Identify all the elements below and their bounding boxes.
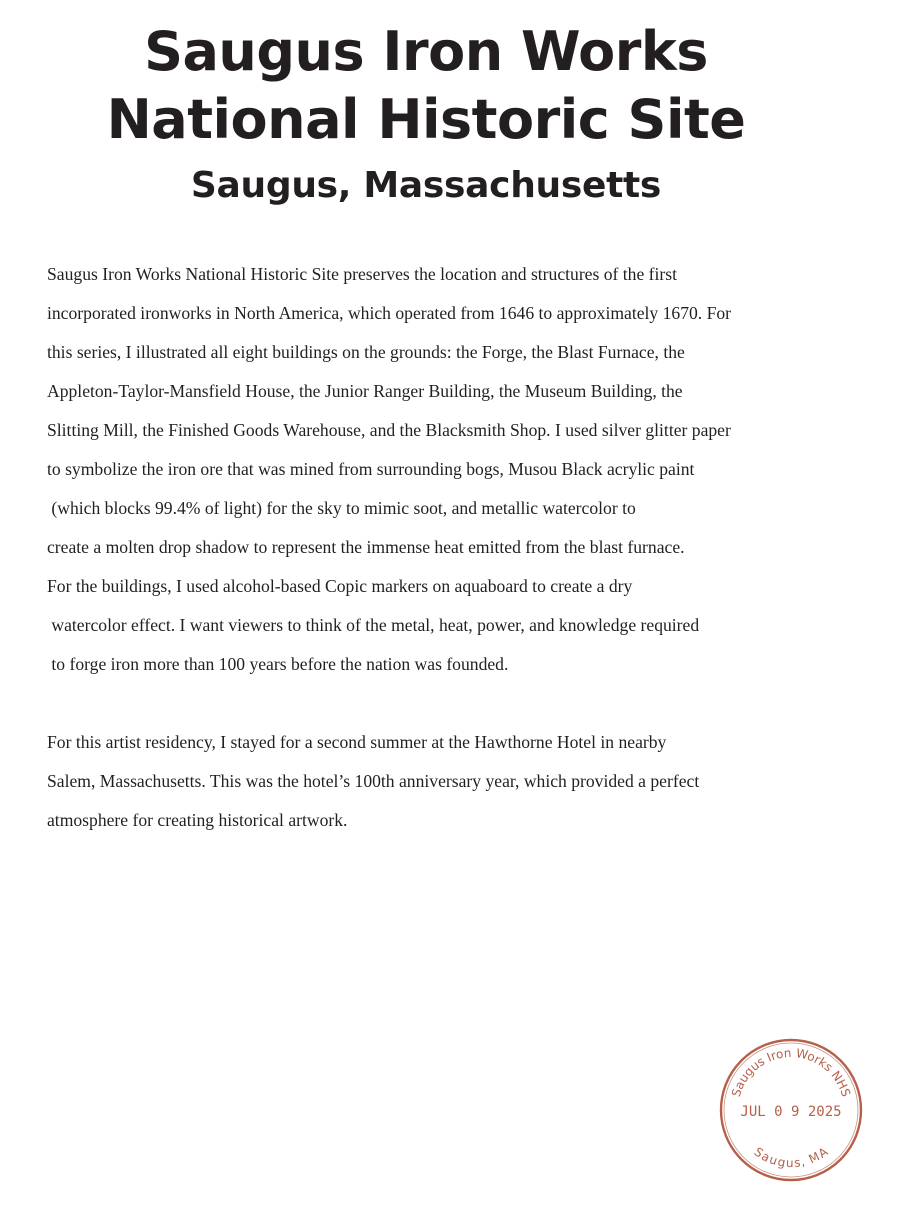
page-title-line-1: Saugus Iron Works — [144, 20, 708, 83]
paragraph-1 — [47, 255, 847, 684]
page-title-line-2: National Historic Site — [106, 88, 746, 151]
artist-statement — [47, 255, 847, 840]
paragraph-line: to forge iron more than 100 years before the nation was founded. — [47, 654, 509, 674]
paragraph-2 — [47, 723, 847, 840]
paragraph-line: Salem, Massachusetts. This was the hotel’s 100th anniversary year, which provided a perfect — [47, 771, 700, 791]
paragraph-line: For this artist residency, I stayed for a second summer at the Hawthorne Hotel in nearby — [47, 732, 667, 752]
paragraph-gap — [47, 684, 847, 723]
stamp-top-text: Saugus Iron Works NHS — [728, 1045, 854, 1099]
paragraph-line: atmosphere for creating historical artwork. — [47, 810, 348, 830]
page-subtitle: Saugus, Massachusetts — [190, 165, 662, 206]
postmark-stamp-graphic — [716, 1038, 866, 1183]
postmark-stamp — [716, 1038, 866, 1183]
stamp-date: JUL 0 9 2025 — [740, 1104, 842, 1120]
paragraph-line: Saugus Iron Works National Historic Site preserves the location and structures of the first — [47, 264, 678, 284]
paragraph-line: to symbolize the iron ore that was mined from surrounding bogs, Musou Black acrylic paint — [47, 459, 695, 479]
stamp-bottom-text: Saugus, MA — [751, 1144, 831, 1171]
paragraph-line: For the buildings, I used alcohol-based Copic markers on aquaboard to create a dry — [47, 576, 633, 596]
paragraph-line: Slitting Mill, the Finished Goods Warehouse, and the Blacksmith Shop. I used silver glitter paper — [47, 420, 731, 440]
paragraph-line: incorporated ironworks in North America, which operated from 1646 to approximately 1670. For — [47, 303, 732, 323]
paragraph-line: create a molten drop shadow to represent the immense heat emitted from the blast furnace. — [47, 537, 685, 557]
paragraph-line: this series, I illustrated all eight buildings on the grounds: the Forge, the Blast Furnace, the — [47, 342, 685, 362]
paragraph-line: (which blocks 99.4% of light) for the sky to mimic soot, and metallic watercolor to — [47, 498, 636, 518]
paragraph-line: watercolor effect. I want viewers to think of the metal, heat, power, and knowledge required — [47, 615, 700, 635]
title-block — [0, 18, 852, 210]
paragraph-line: Appleton-Taylor-Mansfield House, the Junior Ranger Building, the Museum Building, the — [47, 381, 683, 401]
